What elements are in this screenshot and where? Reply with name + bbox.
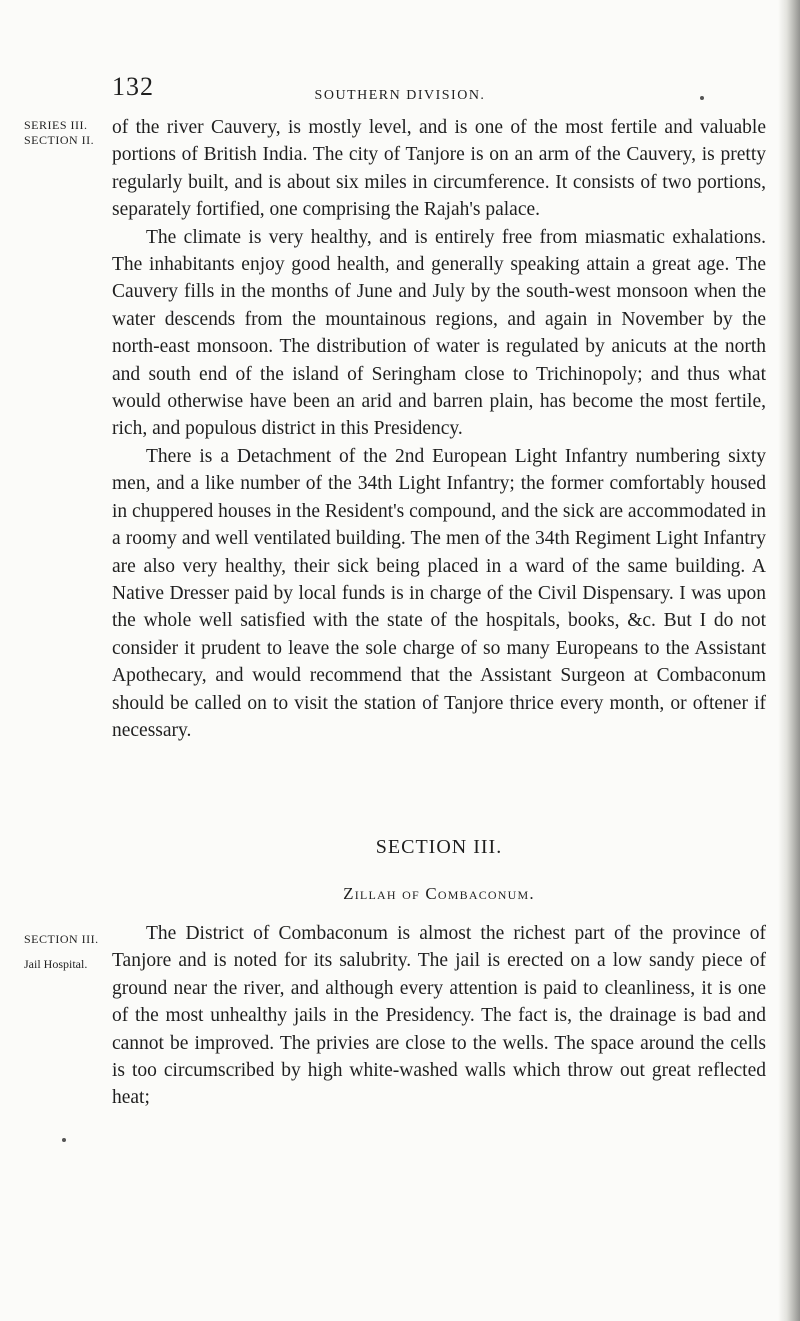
margin-section-label: SECTION II. [24,133,95,147]
ink-speck [700,96,704,100]
page-edge-shadow [778,0,800,1321]
body-text-bottom [112,920,766,1112]
paragraph-climate: The climate is very healthy, and is entirely free from miasmatic exhalations. The inhabitants enjoy good health, and generally speaking attain a great age. The Cauvery fills in the months of June and July by the south-west monsoon when the water descends from the mountainous regions, and again in November by the north-east monsoon. The distribution of water is regulated by anicuts at the north and south end of the island of Seringham close to Trichinopoly; and thus what would otherwise have been an arid and barren plain, has become the most fertile, rich, and populous district in this Presidency. [112,226,766,440]
margin-jail-hospital-label: Jail Hospital. [24,957,88,971]
page-number: 132 [112,72,154,101]
ink-speck [62,1138,66,1142]
paragraph-tanjore-intro: of the river Cauvery, is mostly level, and is one of the most fertile and valuable portions of British India. The city of Tanjore is on an arm of the Cauvery, is pretty regularly built, and is about six miles in circumference. It consists of two portions, separately fortified, one comprising the Rajah's palace. [112,117,766,221]
zillah-heading: Zillah of Combaconum. [343,884,535,903]
margin-note-series [24,118,104,148]
body-text-top [112,114,766,744]
margin-section-three-label: SECTION III. [24,932,99,946]
paragraph-detachment: There is a Detachment of the 2nd European Light Infantry numbering sixty men, and a like number of the 34th Light Infantry; the former comfortably housed in chuppered houses in the Resident's compound, and the sick are accommodated in a roomy and well ventilated building. The men of the 34th Regiment Light Infantry are also very healthy, their sick being placed in a ward of the same building. A Native Dresser paid by local funds is in charge of the Civil Dispensary. I was upon the whole well satisfied with the state of the hospitals, books, &c. But I do not consider it prudent to leave the sole charge of so many Europeans to the Assistant Apothecary, and would recommend that the Assistant Surgeon at Combaconum should be called on to visit the station of Tanjore thrice every month, or oftener if necessary. [112,445,766,741]
running-head: SOUTHERN DIVISION. [314,88,486,103]
paragraph-combaconum: The District of Combaconum is almost the richest part of the province of Tanjore and is noted for its salubrity. The jail is erected on a low sandy piece of ground near the river, and although every attention is paid to cleanliness, it is one of the most unhealthy jails in the Presidency. The fact is, the drainage is bad and cannot be improved. The privies are close to the wells. The space around the cells is too circumscribed by high white-washed walls which throw out great reflected heat; [112,923,766,1109]
margin-series-label: SERIES III. [24,118,88,132]
margin-note-jail [24,932,104,972]
section-heading: SECTION III. [375,836,503,858]
